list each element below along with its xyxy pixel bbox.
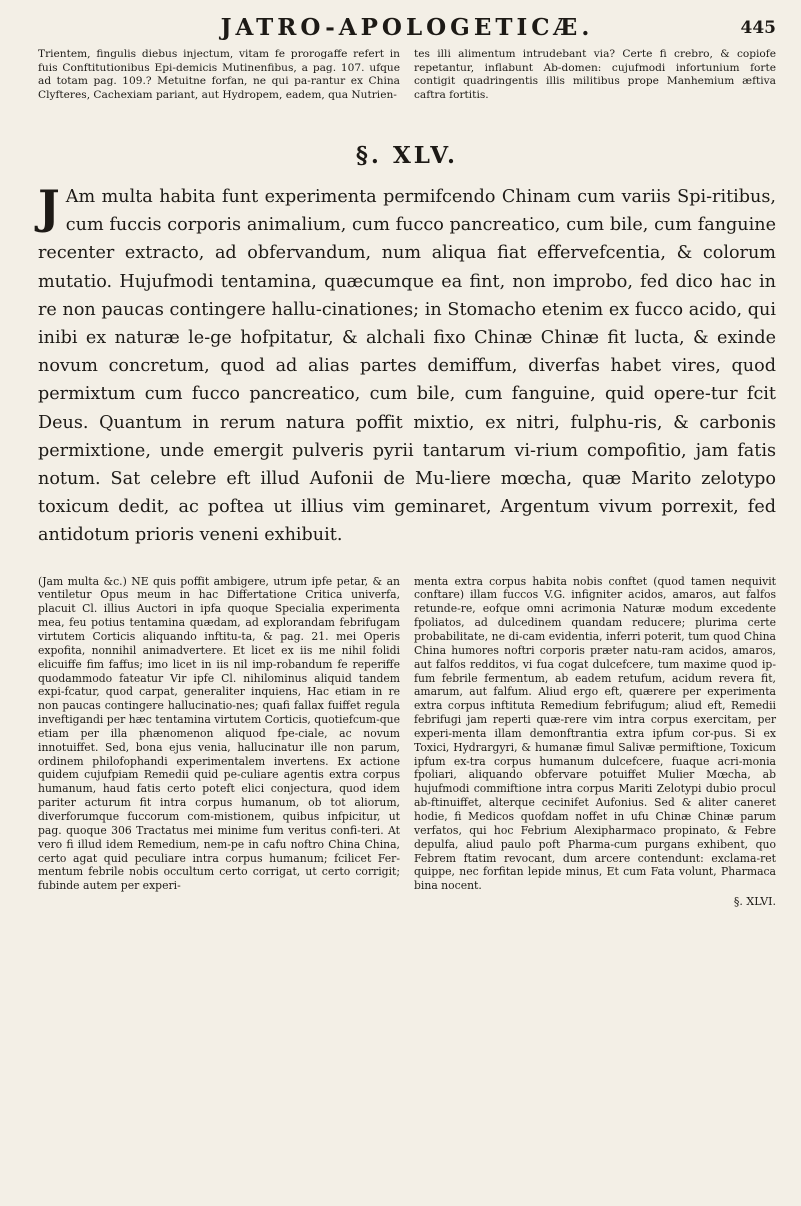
catchword: §. XLVI.	[733, 895, 776, 909]
top-two-columns	[38, 48, 776, 132]
running-title: JATRO-APOLOGETICÆ.	[220, 14, 594, 41]
notes-two-columns	[38, 575, 776, 909]
drop-capital: J	[38, 180, 60, 234]
notes-right-text: menta extra corpus habita nobis conftet (quod tamen nequivit conftare) illam fuccos V.G. infigniter acidos, amaros, aut falfos retunde-re, eofque omni acrimonia Naturæ modum excedente fpoliatos, ad dulcedinem quandam reducere; plurima certe probabilitate, ne di-cam evidentia, inferri poterit, tum quod China China humores noftri corporis præter natu-ram acidos, amaros, aut falfos redditos, vi fua cogat dulcefcere, tum maxime quod ip-fum febrile fermentum, ab eadem retufum, acidum revera fit, amarum, aut falfum. Aliud ergo eft, quærere per experimenta extra corpus inftituta Remedium febrifugum; aliud eft, Remedii febrifugi jam reperti quæ-rere vim intra corpus exercitam, per experi-menta illam demonftrantia extra ipfum cor-pus. Si ex Toxici, Hydrargyri, & humanæ fimul Salivæ permiftione, Toxicum ipfum ex-tra corpus humanum dulcefcere, fuaque acri-monia fpoliari, aliquando obfervare potuiffet Mulier Mœcha, ab hujufmodi commiftione intra corpus Mariti Zelotypi dubio procul ab-ftinuiffet, alterque cecinifet Aufonius. Sed & aliter caneret hodie, fi Medicos quofdam noffet in ufu Chinæ Chinæ parum verfatos, qui hoc Febrium Alexipharmaco propinato, & Febre depulfa, aliud paulo poft Pharma-cum purgans exhibent, quo Febrem ftatim revocant, dum arcere contendunt: exclama-ret quippe, nec forfitan lepide minus, Et cum Fata volunt, Pharmaca bina nocent.	[414, 574, 776, 893]
top-right-text: tes illi alimentum intrudebant via? Certe fi crebro, & copiofe repetantur, inflabunt Ab-domen: cujufmodi infortunium forte contigit quadringentis illis militibus prope Manhemium æftiva caftra fortitis.	[414, 48, 776, 101]
book-page	[38, 14, 776, 909]
top-left-text: Trientem, fingulis diebus injectum, vitam fe prorogaffe refert in fuis Conftitutionibus Epi-demicis Mutinenfibus, a pag. 107. ufque ad totam pag. 109.? Metuitne forfan, ne qui pa-rantur ex China Clyfteres, Cachexiam pariant, aut Hydropem, eadem, qua Nutrien-	[38, 48, 400, 101]
section-title: §. XLV.	[355, 142, 459, 169]
main-paragraph-text: Am multa habita funt experimenta permifcendo Chinam cum variis Spi-ritibus, cum fuccis corporis animalium, cum fucco pancreatico, cum bile, cum fanguine recenter extracto, ad obfervandum, num aliqua fiat effervefcentia, & colorum mutatio. Hujufmodi tentamina, quæcumque ea fint, non improbo, fed dico hac in re non paucas contingere hallu-cinationes; in Stomacho etenim ex fucco acido, qui inibi ex naturæ le-ge hofpitatur, & alchali fixo Chinæ Chinæ fit lucta, & exinde novum concretum, quod ad alias partes demiffum, diverfas habet vires, quod permixtum cum fucco pancreatico, cum bile, cum fanguine, quid opere-tur fcit Deus. Quantum in rerum natura poffit mixtio, ex nitri, fulphu-ris, & carbonis permixtione, unde emergit pulveris pyrii tantarum vi-rium compofitio, jam fatis notum. Sat celebre eft illud Aufonii de Mu-liere mœcha, quæ Marito zelotypo toxicum dedit, ac poftea ut illius vim geminaret, Argentum vivum porrexit, fed antidotum prioris veneni exhibuit.	[38, 187, 776, 546]
page-header	[38, 14, 776, 48]
main-paragraph	[38, 180, 776, 550]
top-right-column	[414, 48, 776, 132]
top-left-column	[38, 48, 400, 132]
notes-left-text: (Jam multa &c.) NE quis poffit ambigere, utrum ipfe petar, & an ventiletur Opus meum in hac Differtatione Critica univerfa, placuit Cl. illius Auctori in ipfa quoque Specialia experimenta mea, feu potius tentamina quædam, ad explorandam febrifugam virtutem Corticis aliquando inftitu-ta, & pag. 21. mei Operis expofita, nonnihil animadvertere. Et licet ex iis me nihil folidi elicuiffe fim faffus; imo licet in iis nil imp-robandum fe reperiffe quodammodo fateatur Vir ipfe Cl. nihilominus aliquid tandem expi-fcatur, quod carpat, generaliter inquiens, Hac etiam in re non paucas contingere hallucinatio-nes; quafi fallax fuiffet regula inveftigandi per hæc tentamina virtutem Corticis, quotiefcum-que etiam per illa phænomenon aliquod fpe-ciale, ac novum innotuiffet. Sed, bona ejus venia, hallucinatur ille non parum, ordinem philofophandi experimentalem invertens. Ex actione quidem cujufpiam Remedii quid pe-culiare agentis extra corpus humanum, haud fatis certo poteft elici conjectura, quod idem pariter acturum fit intra corpus humanum, ob tot aliorum, diverforumque fuccorum com-mistionem, quibus infpicitur, ut pag. quoque 306 Tractatus mei minime fum veritus confi-teri. At vero fi illud idem Remedium, nem-pe in cafu noftro China China, certo agat quid peculiare intra corpus humanum; fcilicet Fer-mentum febrile nobis occultum certo corrigat, ut certo corrigit; fubinde autem per experi-	[38, 574, 400, 893]
section-divider	[38, 566, 776, 567]
page-number: 445	[740, 18, 776, 38]
notes-left-column	[38, 575, 400, 909]
notes-right-column	[414, 575, 776, 909]
